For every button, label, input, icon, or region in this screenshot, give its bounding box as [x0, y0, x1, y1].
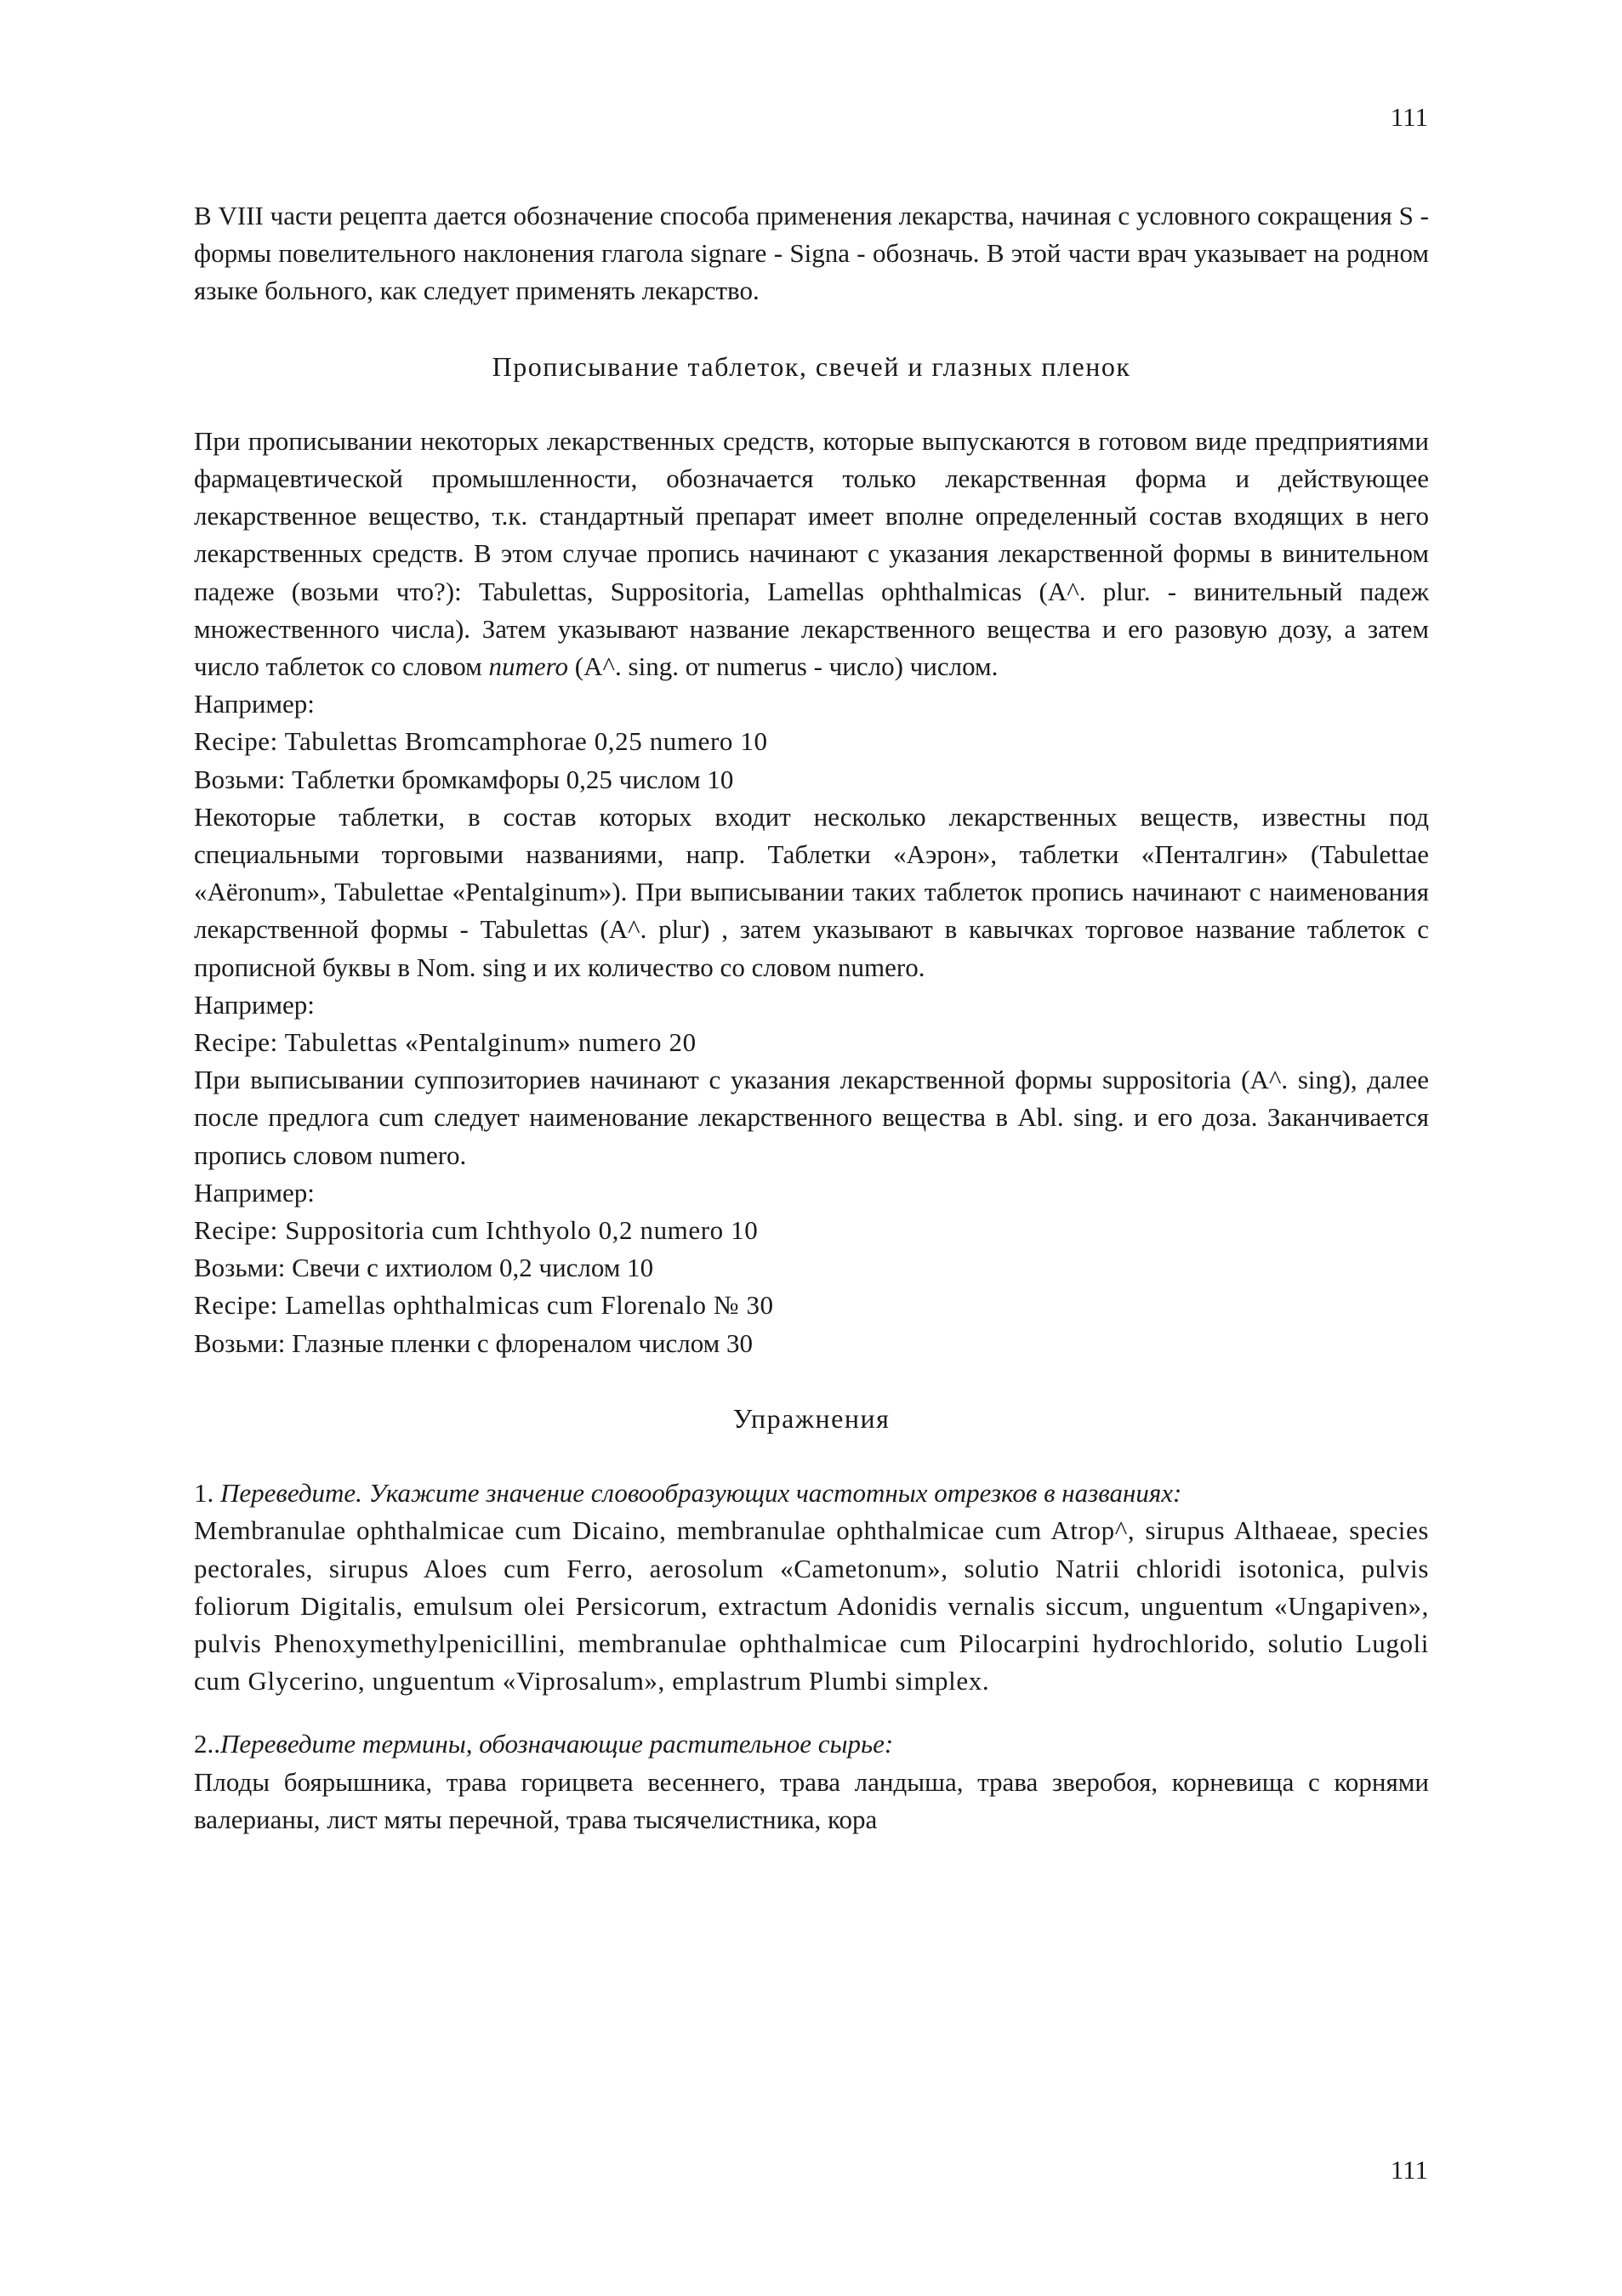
prescribing-text-part1: При прописывании некоторых лекарственных средств, которые выпускаются в готовом виде предприятиями фармацевтической промышленности, обозначается только лекарственная форма и действующее лекарственное вещество, т.к. стандартный препарат имеет вполне определенный состав входящих в него лекарственных средств. В этом случае пропись начинают с указания лекарственной формы в винительном падеже (возьми что?): Tabulettas, Suppositoria, Lamellas ophthalmicas (A^. plur. - винительный падеж множественного числа). Затем указывают название лекарственного вещества и его разовую дозу, а затем число таблеток со словом	[194, 425, 1429, 682]
example-translation-florenal: Возьми: Глазные пленки с флореналом числом 30	[194, 1327, 754, 1358]
prescribing-paragraph	[194, 423, 1429, 685]
spacer	[194, 1362, 1429, 1400]
trade-names-paragraph: Некоторые таблетки, в состав которых входит несколько лекарственных веществ, известны под специальными торговыми названиями, напр. Таблетки «Аэрон», таблетки «Пенталгин» (Tabulettae «Aёronum», Tabulettae «Pentalginum»). При выписывании таких таблеток пропись начинают с наименования лекарственной формы - Tabulettas (A^. plur) , затем указывают в кавычках торговое название таблеток с прописной буквы в Nom. sing и их количество со словом numero.	[194, 801, 1429, 982]
intro-paragraph: В VIII части рецепта дается обозначение способа применения лекарства, начиная с условного сокращения S - формы повелительного наклонения глагола signare - Signa - обозначь. В этой части врач указывает на родном языке больного, как следует применять лекарство.	[194, 201, 1429, 306]
example-recipe-florenal: Recipe: Lamellas ophthalmicas cum Florenalo № 30	[194, 1290, 774, 1321]
exercise-2-text: Плоды боярышника, трава горицвета весеннего, трава ландыша, трава зверобоя, корневища с корнями валерианы, лист мяты перечной, трава тысячелистника, кора	[194, 1766, 1429, 1834]
example-translation-ichthyol: Возьми: Свечи с ихтиолом 0,2 числом 10	[194, 1253, 654, 1283]
example-label: Например:	[194, 989, 315, 1020]
section-title-prescribing: Прописывание таблеток, свечей и глазных пленок	[492, 350, 1131, 382]
example-translation-tablets: Возьми: Таблетки бромкамфоры 0,25 числом 10	[194, 764, 734, 794]
exercise-1-task	[194, 1475, 1429, 1512]
exercise-2-instruction: Переведите термины, обозначающие растительное сырье:	[220, 1729, 894, 1759]
example-label: Например:	[194, 1177, 315, 1208]
exercise-1-instruction: Переведите. Укажите значение словообразующих частотных отрезков в названиях:	[220, 1478, 1182, 1509]
example-recipe-ichthyol: Recipe: Suppositoria cum Ichthyolo 0,2 numero 10	[194, 1215, 759, 1246]
page-content	[194, 197, 1429, 1839]
prescribing-italic-word: numero	[488, 651, 569, 682]
spacer	[194, 1437, 1429, 1475]
exercise-2-task	[194, 1725, 1429, 1763]
page-number-top: 111	[1390, 102, 1428, 132]
exercise-1-text: Membranulae ophthalmicae cum Dicaino, membranulae ophthalmicae cum Atrop^, sirupus Althaeae, species pectorales, sirupus Aloes cum Ferro, aerosolum «Cametonum», solutio Natrii chloridi isotonica, pulvis foliorum Digitalis, emulsum olei Persicorum, extractum Adonidis vernalis siccum, unguentum «Ungapiven», pulvis Phenoxymethylpenicillini, membranulae ophthalmicae cum Pilocarpini hydrochlorido, solutio Lugoli cum Glycerino, unguentum «Viprosalum», emplastrum Plumbi simplex.	[194, 1515, 1429, 1696]
prescribing-text-part2: (A^. sing. от numerus - число) числом.	[568, 651, 999, 682]
spacer	[194, 310, 1429, 348]
spacer	[194, 385, 1429, 423]
example-recipe-tablets: Recipe: Tabulettas Bromcamphorae 0,25 numero 10	[194, 726, 768, 757]
example-recipe-pentalgin: Recipe: Tabulettas «Pentalginum» numero 20	[194, 1027, 697, 1058]
spacer	[194, 1700, 1429, 1725]
example-label: Например:	[194, 689, 315, 719]
section-title-exercises: Упражнения	[732, 1402, 891, 1434]
exercise-1-number: 1.	[194, 1478, 214, 1509]
page-number-bottom: 111	[1390, 2155, 1428, 2185]
exercise-2-number: 2..	[194, 1729, 220, 1759]
suppositoria-paragraph: При выписывании суппозиториев начинают с указания лекарственной формы suppositoria (A^. sing), далее после предлога cum следует наименование лекарственного вещества в Abl. sing. и его доза. Заканчивается пропись словом numero.	[194, 1065, 1429, 1170]
